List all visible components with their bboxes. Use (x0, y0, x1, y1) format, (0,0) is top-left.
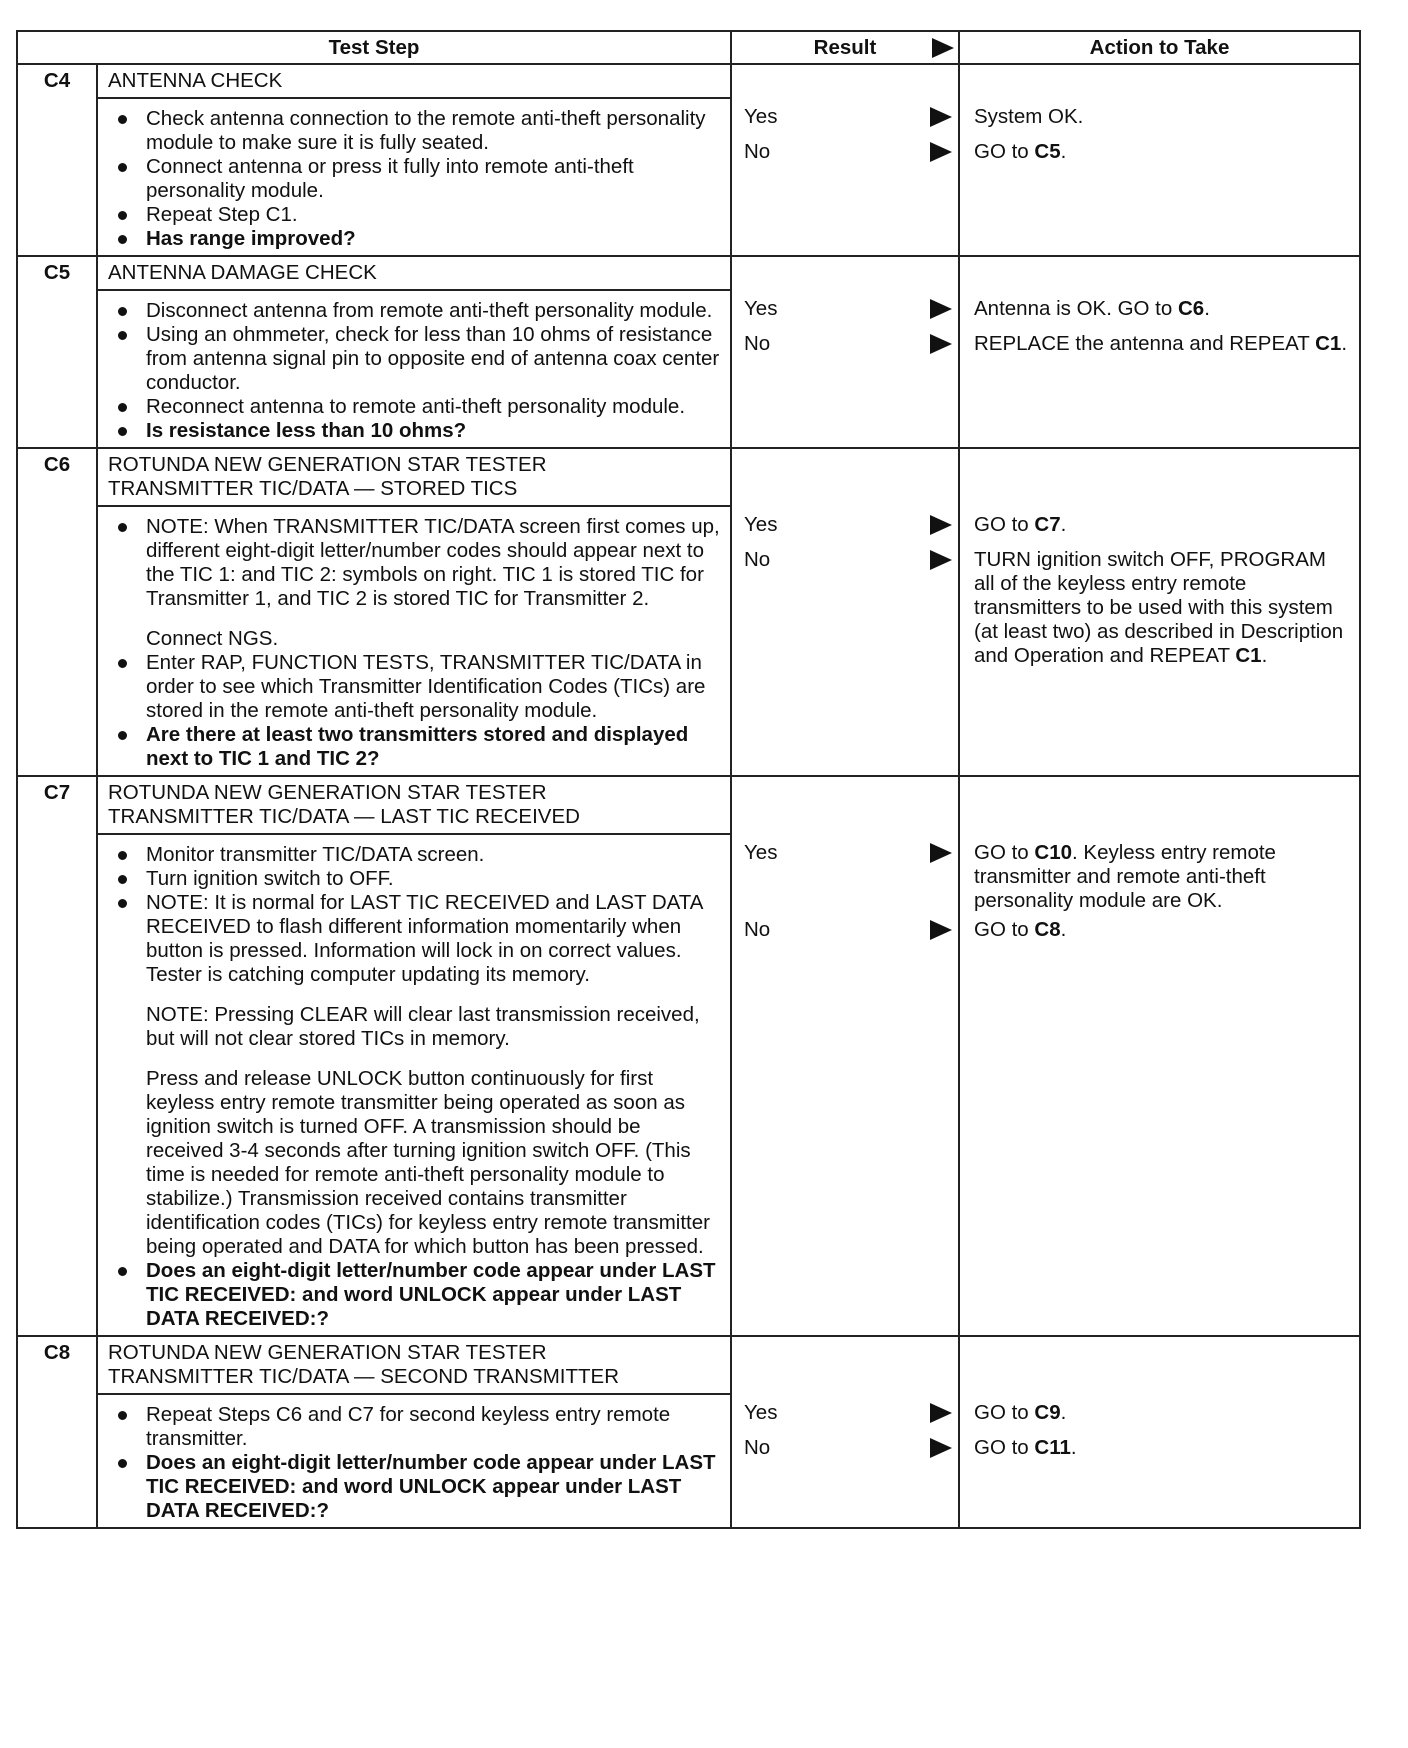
action-cell (959, 64, 1360, 256)
header-row (17, 31, 1360, 64)
step-instructions (110, 299, 720, 443)
action-text (974, 1401, 1349, 1425)
step-instructions (110, 843, 720, 1331)
step-title-line: TRANSMITTER TIC/DATA — STORED TICS (108, 477, 518, 500)
step-reference: C7 (1034, 513, 1061, 536)
right-triangle-icon (930, 550, 952, 570)
step-instruction: Connect NGS. (146, 627, 279, 650)
header-result (731, 31, 959, 64)
action-segment: GO to (974, 841, 1035, 864)
step-id: C8 (17, 1336, 97, 1528)
step-reference: C1 (1315, 332, 1342, 355)
step-instruction: Disconnect antenna from remote anti-theft personality module. (110, 299, 720, 323)
step-title (97, 776, 731, 834)
step-title (97, 1336, 731, 1394)
step-body (97, 834, 731, 1336)
step-title-line: ROTUNDA NEW GENERATION STAR TESTER (108, 453, 547, 476)
result-label: Yes (744, 105, 778, 128)
result-label: No (744, 140, 771, 163)
action-segment: . (1060, 918, 1067, 941)
action-text (974, 1436, 1349, 1460)
step-reference: C11 (1034, 1436, 1071, 1459)
step-title-line: ANTENNA CHECK (108, 69, 283, 92)
step-instructions (110, 515, 720, 771)
step-body (97, 506, 731, 776)
step-instruction: Press and release UNLOCK button continuously for first keyless entry remote transmitter being operated as soon as ignition switch is turned OFF. A transmission should be received 3-4 seconds after turning ignition switch OFF. (This time is needed for remote anti-theft personality module to stabilize.) Transmission received contains transmitter identification codes (TICs) for keyless entry remote transmitter being operated and DATA for which button has been pressed. (146, 1067, 710, 1258)
action-text (974, 140, 1349, 164)
action-segment: GO to (974, 1436, 1035, 1459)
action-segment: . (1060, 1401, 1067, 1424)
action-segment: System OK. (974, 105, 1084, 128)
right-triangle-icon (930, 334, 952, 354)
result-yes (732, 841, 958, 865)
result-label: Yes (744, 513, 778, 536)
step-instruction: NOTE: It is normal for LAST TIC RECEIVED and LAST DATA RECEIVED to flash different information momentarily when button is pressed. Information will lock in on correct values. Tester is catching computer updating its memory. (110, 891, 720, 987)
action-segment: . (1204, 297, 1210, 320)
result-cell (731, 776, 959, 1336)
right-triangle-icon (930, 107, 952, 127)
result-cell (731, 64, 959, 256)
result-yes (732, 1401, 958, 1425)
step-body (97, 290, 731, 448)
action-text (974, 513, 1349, 537)
action-text (974, 918, 1349, 942)
step-instruction: Monitor transmitter TIC/DATA screen. (110, 843, 720, 867)
step-instruction: Turn ignition switch to OFF. (110, 867, 720, 891)
step-title-row (17, 776, 1360, 834)
action-segment: . (1060, 513, 1067, 536)
step-body (97, 98, 731, 256)
header-test-step: Test Step (17, 31, 731, 64)
action-cell (959, 1336, 1360, 1528)
step-id: C5 (17, 256, 97, 448)
step-title (97, 64, 731, 98)
result-label: Yes (744, 1401, 778, 1424)
result-yes (732, 513, 958, 537)
action-text (974, 105, 1349, 129)
result-yes (732, 105, 958, 129)
result-label: No (744, 918, 771, 941)
step-question: Has range improved? (110, 227, 720, 251)
step-title-line: TRANSMITTER TIC/DATA — LAST TIC RECEIVED (108, 805, 580, 828)
step-question: Does an eight-digit letter/number code appear under LAST TIC RECEIVED: and word UNLOCK appear under LAST DATA RECEIVED:? (110, 1259, 720, 1331)
step-id: C7 (17, 776, 97, 1336)
step-reference: C6 (1177, 297, 1205, 320)
result-no (732, 1436, 958, 1460)
action-text (974, 841, 1349, 913)
action-segment: GO to (974, 513, 1035, 536)
step-title-line: ROTUNDA NEW GENERATION STAR TESTER (108, 1341, 547, 1364)
right-triangle-icon (930, 1403, 952, 1423)
header-result-label: Result (813, 35, 877, 59)
right-triangle-icon (932, 38, 954, 58)
step-title-line: TRANSMITTER TIC/DATA — SECOND TRANSMITTER (108, 1365, 620, 1388)
step-title-row (17, 448, 1360, 506)
right-triangle-icon (930, 142, 952, 162)
step-instructions (110, 1403, 720, 1523)
action-segment: . (1261, 644, 1268, 667)
step-reference: C5 (1034, 140, 1061, 163)
step-instruction: Connect antenna or press it fully into remote anti-theft personality module. (110, 155, 720, 203)
result-label: No (744, 1436, 771, 1459)
action-segment: REPLACE the antenna and REPEAT (974, 332, 1316, 355)
step-reference: C10 (1034, 841, 1072, 864)
right-triangle-icon (930, 843, 952, 863)
action-segment: GO to (974, 1401, 1035, 1424)
step-title-row (17, 256, 1360, 290)
action-text (974, 548, 1349, 668)
action-segment: . (1060, 140, 1067, 163)
right-triangle-icon (930, 515, 952, 535)
step-body (97, 1394, 731, 1528)
step-instruction: Repeat Steps C6 and C7 for second keyless entry remote transmitter. (110, 1403, 720, 1451)
action-segment: GO to (974, 918, 1035, 941)
action-segment: . Keyless entry remote transmitter and remote anti-theft personality module are OK. (974, 841, 1276, 912)
result-yes (732, 297, 958, 321)
result-label: Yes (744, 297, 778, 320)
result-no (732, 548, 958, 572)
right-triangle-icon (930, 1438, 952, 1458)
step-instruction: Enter RAP, FUNCTION TESTS, TRANSMITTER TIC/DATA in order to see which Transmitter Identification Codes (TICs) are stored in the remote anti-theft personality module. (110, 651, 720, 723)
action-segment: TURN ignition switch OFF, PROGRAM all of the keyless entry remote transmitters to be used with this system (at least two) as described in Description and Operation and REPEAT (974, 548, 1344, 667)
step-instruction: Check antenna connection to the remote anti-theft personality module to make sure it is fully seated. (110, 107, 720, 155)
action-segment: Antenna is OK. GO to (974, 297, 1178, 320)
action-segment: GO to (974, 140, 1035, 163)
step-title-row (17, 1336, 1360, 1394)
step-title-line: ROTUNDA NEW GENERATION STAR TESTER (108, 781, 547, 804)
result-cell (731, 1336, 959, 1528)
step-reference: C9 (1034, 1401, 1061, 1424)
action-cell (959, 256, 1360, 448)
result-no (732, 332, 958, 356)
step-id: C4 (17, 64, 97, 256)
step-id: C6 (17, 448, 97, 776)
step-title (97, 448, 731, 506)
right-triangle-icon (930, 920, 952, 940)
step-title-line: ANTENNA DAMAGE CHECK (108, 261, 377, 284)
action-text (974, 297, 1349, 321)
action-text (974, 332, 1349, 356)
action-cell (959, 448, 1360, 776)
step-reference: C8 (1034, 918, 1061, 941)
right-triangle-icon (930, 299, 952, 319)
step-reference: C1 (1235, 644, 1262, 667)
step-instruction: Using an ohmmeter, check for less than 10 ohms of resistance from antenna signal pin to opposite end of antenna coax center conductor. (110, 323, 720, 395)
step-instruction: NOTE: When TRANSMITTER TIC/DATA screen first comes up, different eight-digit letter/number codes should appear next to the TIC 1: and TIC 2: symbols on right. TIC 1 is stored TIC for Transmitter 1, and TIC 2 is stored TIC for Transmitter 2. (110, 515, 720, 611)
header-action: Action to Take (959, 31, 1360, 64)
result-no (732, 918, 958, 942)
result-label: No (744, 548, 771, 571)
action-segment: . (1341, 332, 1348, 355)
diagnostic-table (16, 30, 1361, 1529)
step-instruction: Reconnect antenna to remote anti-theft personality module. (110, 395, 720, 419)
result-cell (731, 448, 959, 776)
action-segment: . (1070, 1436, 1077, 1459)
step-question: Are there at least two transmitters stored and displayed next to TIC 1 and TIC 2? (110, 723, 720, 771)
step-title-row (17, 64, 1360, 98)
result-label: No (744, 332, 771, 355)
result-cell (731, 256, 959, 448)
step-question: Is resistance less than 10 ohms? (110, 419, 720, 443)
step-instruction: Repeat Step C1. (110, 203, 720, 227)
step-title (97, 256, 731, 290)
step-instruction: NOTE: Pressing CLEAR will clear last transmission received, but will not clear stored TICs in memory. (146, 1003, 700, 1050)
step-instructions (110, 107, 720, 251)
action-cell (959, 776, 1360, 1336)
result-label: Yes (744, 841, 778, 864)
step-question: Does an eight-digit letter/number code appear under LAST TIC RECEIVED: and word UNLOCK appear under LAST DATA RECEIVED:? (110, 1451, 720, 1523)
result-no (732, 140, 958, 164)
